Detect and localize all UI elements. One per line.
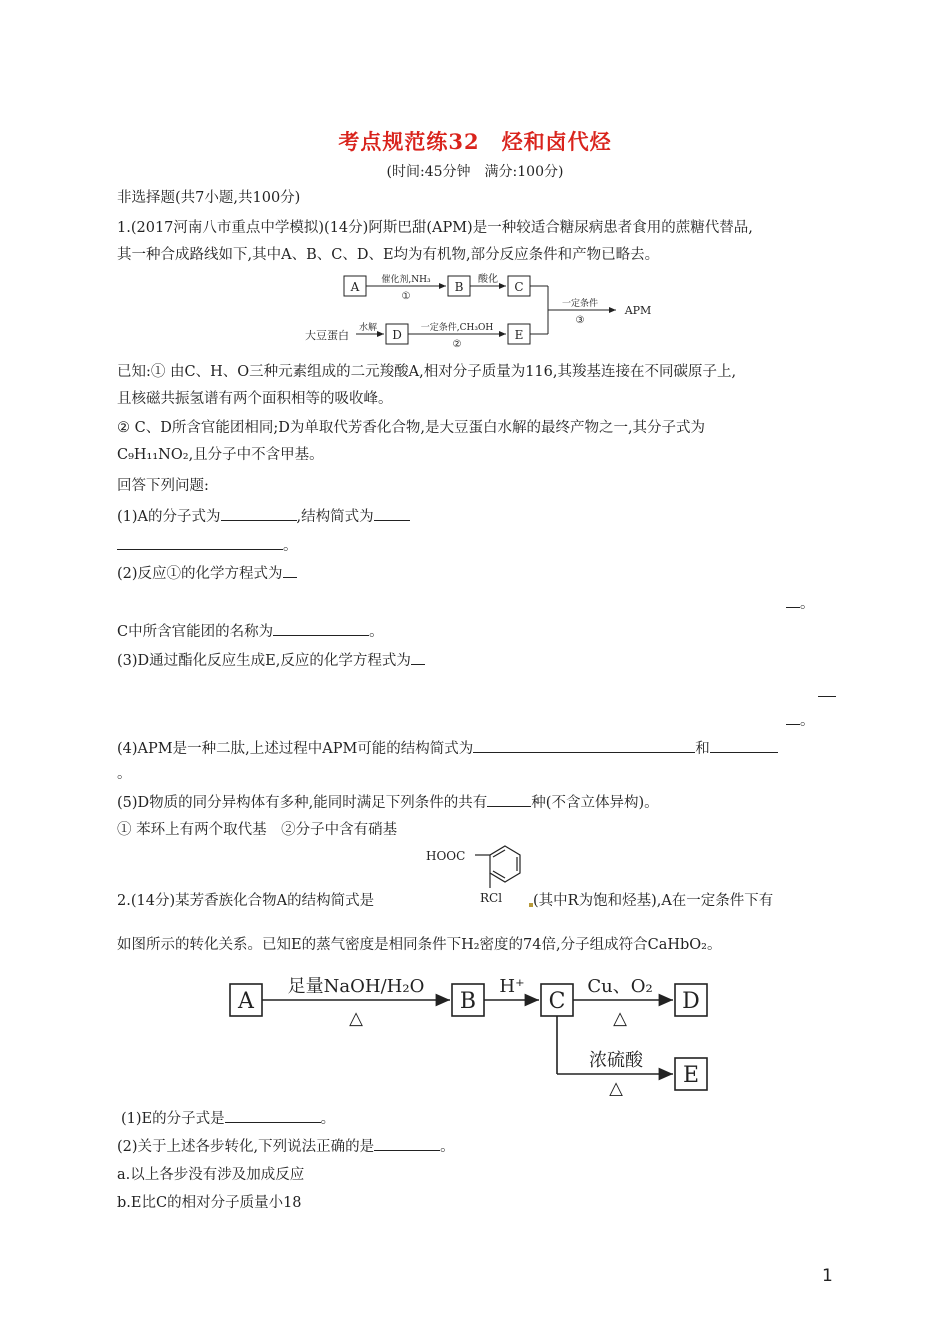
section-heading: 非选择题(共7小题,共100分)	[117, 190, 301, 206]
q1-part2-end2: 。	[369, 624, 384, 640]
q1-part3-blank-equation-end[interactable]	[786, 710, 800, 725]
q2-part1-prompt: (1)E的分子式是	[121, 1111, 225, 1127]
q1-part4-line	[117, 738, 778, 759]
q2-structure-a	[420, 838, 530, 910]
q1-part4-and: 和	[695, 741, 710, 757]
page-number: 1	[822, 1266, 833, 1286]
q1-part3-eq-end	[786, 710, 815, 731]
q1-part2-line	[117, 563, 297, 584]
q1-part3-end-mark: 。	[800, 713, 815, 729]
page-title: 考点规范练32 烃和卤代烃	[338, 129, 612, 154]
q1-part5-conditions: ① 苯环上有两个取代基 ②分子中含有硝基	[117, 822, 398, 838]
q2-part2-prompt: (2)关于上述各步转化,下列说法正确的是	[117, 1139, 375, 1155]
q1-part2-prompt2: C中所含官能团的名称为	[117, 624, 274, 640]
q1-part2-blank-equation[interactable]	[283, 563, 297, 578]
q1-part2-eq-end	[786, 593, 815, 614]
q1-part1-prompt2: ,结构简式为	[296, 509, 374, 525]
q2-part2-blank-choice[interactable]	[374, 1136, 440, 1151]
q1-synthesis-scheme	[300, 266, 660, 352]
q1-known-1b: 且核磁共振氢谱有两个面积相等的吸收峰。	[117, 391, 393, 407]
q1-part4-end: 。	[117, 766, 132, 782]
q1-step-3: ③	[575, 315, 585, 326]
q2-option-a: a.以上各步没有涉及加成反应	[117, 1167, 305, 1183]
q1-label-a: A	[350, 280, 360, 294]
q1-answer-intro: 回答下列问题:	[117, 478, 209, 494]
q1-part5-blank-count[interactable]	[487, 792, 531, 807]
q1-part1-blank-structure[interactable]	[374, 506, 410, 521]
q2-cond-cd: Cu、O₂	[587, 976, 653, 997]
q2-struct-hooc: HOOC	[426, 849, 466, 863]
q1-part3-blank-equation-mid[interactable]	[818, 682, 836, 697]
q2-cond-bc: H⁺	[499, 976, 525, 997]
q2-part1-line	[121, 1108, 335, 1129]
q1-part3-eq-mid	[818, 682, 836, 703]
q2-part2-line	[117, 1136, 455, 1157]
q1-part3-blank-equation[interactable]	[411, 650, 425, 665]
q2-heat-cd: △	[613, 1008, 627, 1029]
q1-label-e: E	[514, 328, 524, 342]
q2-struct-rcl: RCl	[480, 891, 503, 905]
q1-label-b: B	[454, 280, 464, 294]
q1-known-1a: 已知:① 由C、H、O三种元素组成的二元羧酸A,相对分子质量为116,其羧基连接在不同碳原子上,	[117, 364, 737, 380]
page-subtitle: (时间:45分钟 满分:100分)	[386, 164, 564, 180]
q2-heat-ab: △	[349, 1008, 363, 1029]
q1-part4-blank-apm2[interactable]	[710, 738, 778, 753]
q1-part5-prompt: (5)D物质的同分异构体有多种,能同时满足下列条件的共有	[117, 795, 488, 811]
q2-part1-end: 。	[320, 1111, 336, 1127]
q2-cond-ab: 足量NaOH/H₂O	[287, 976, 425, 997]
q2-cond-ce: 浓硫酸	[589, 1050, 643, 1071]
q1-source: 大豆蛋白	[305, 329, 349, 342]
q1-part2-line2	[117, 621, 384, 642]
q1-part1-blank-formula[interactable]	[221, 506, 297, 521]
q1-stem-line2: 其一种合成路线如下,其中A、B、C、D、E均为有机物,部分反应条件和产物已略去。	[117, 247, 660, 263]
q1-stem-line1: 1.(2017河南八市重点中学模拟)(14分)阿斯巴甜(APM)是一种较适合糖尿病患者食用的蔗糖代替品,	[117, 220, 753, 236]
q1-cond-2: 一定条件,CH₃OH	[420, 323, 494, 333]
q2-label-e: E	[682, 1063, 700, 1088]
q1-part2-end-mark: 。	[800, 596, 815, 612]
q2-stem-a: 2.(14分)某芳香族化合物A的结构简式是	[117, 893, 375, 909]
q1-product: APM	[624, 304, 652, 317]
q1-step-1: ①	[401, 291, 411, 302]
q1-part1-line2	[117, 535, 298, 556]
q1-part2-blank-equation-end[interactable]	[786, 593, 800, 608]
q1-known-2b: C₉H₁₁NO₂,且分子中不含甲基。	[117, 447, 324, 463]
q2-heat-ce: △	[609, 1078, 623, 1096]
q1-part4-prompt: (4)APM是一种二肽,上述过程中APM可能的结构简式为	[117, 741, 474, 757]
q1-part1-line	[117, 506, 410, 527]
q2-part1-blank-formula[interactable]	[225, 1108, 321, 1123]
q1-part5-line	[117, 792, 659, 813]
q1-part3-prompt: (3)D通过酯化反应生成E,反应的化学方程式为	[117, 653, 411, 669]
q1-part1-blank-structure-cont[interactable]	[117, 535, 283, 550]
q1-step-2: ②	[452, 339, 462, 350]
q2-stem-line2: 如图所示的转化关系。已知E的蒸气密度是相同条件下H₂密度的74倍,分子组成符合CaHbO₂。	[117, 937, 722, 953]
q2-label-c: C	[548, 989, 566, 1014]
q1-cond-3: 一定条件	[561, 299, 599, 309]
q2-label-a: A	[238, 989, 254, 1014]
q2-label-b: B	[459, 989, 477, 1014]
q1-cond-acid: 酸化	[478, 274, 498, 285]
q1-part4-blank-apm1[interactable]	[473, 738, 695, 753]
q1-part3-line	[117, 650, 425, 671]
q1-label-c: C	[514, 280, 524, 294]
q1-part1-prompt: (1)A的分子式为	[117, 509, 221, 525]
q1-part1-end: 。	[283, 538, 298, 554]
q1-cond-hydro: 水解	[358, 323, 378, 333]
q1-part2-prompt: (2)反应①的化学方程式为	[117, 566, 283, 582]
q2-part2-end: 。	[440, 1139, 455, 1155]
q1-label-d: D	[392, 328, 402, 342]
q1-cond-1: 催化剂,NH₃	[381, 275, 431, 285]
q1-part5-prompt2: 种(不含立体异构)。	[531, 795, 659, 811]
q2-conversion-scheme	[222, 966, 722, 1096]
q2-label-d: D	[682, 989, 700, 1014]
q2-option-b: b.E比C的相对分子质量小18	[117, 1195, 302, 1211]
q2-stem-b: (其中R为饱和烃基),A在一定条件下有	[533, 893, 774, 909]
q1-known-2a: ② C、D所含官能团相同;D为单取代芳香化合物,是大豆蛋白水解的最终产物之一,其分子式为	[117, 420, 706, 436]
q1-part2-blank-group[interactable]	[273, 621, 369, 636]
